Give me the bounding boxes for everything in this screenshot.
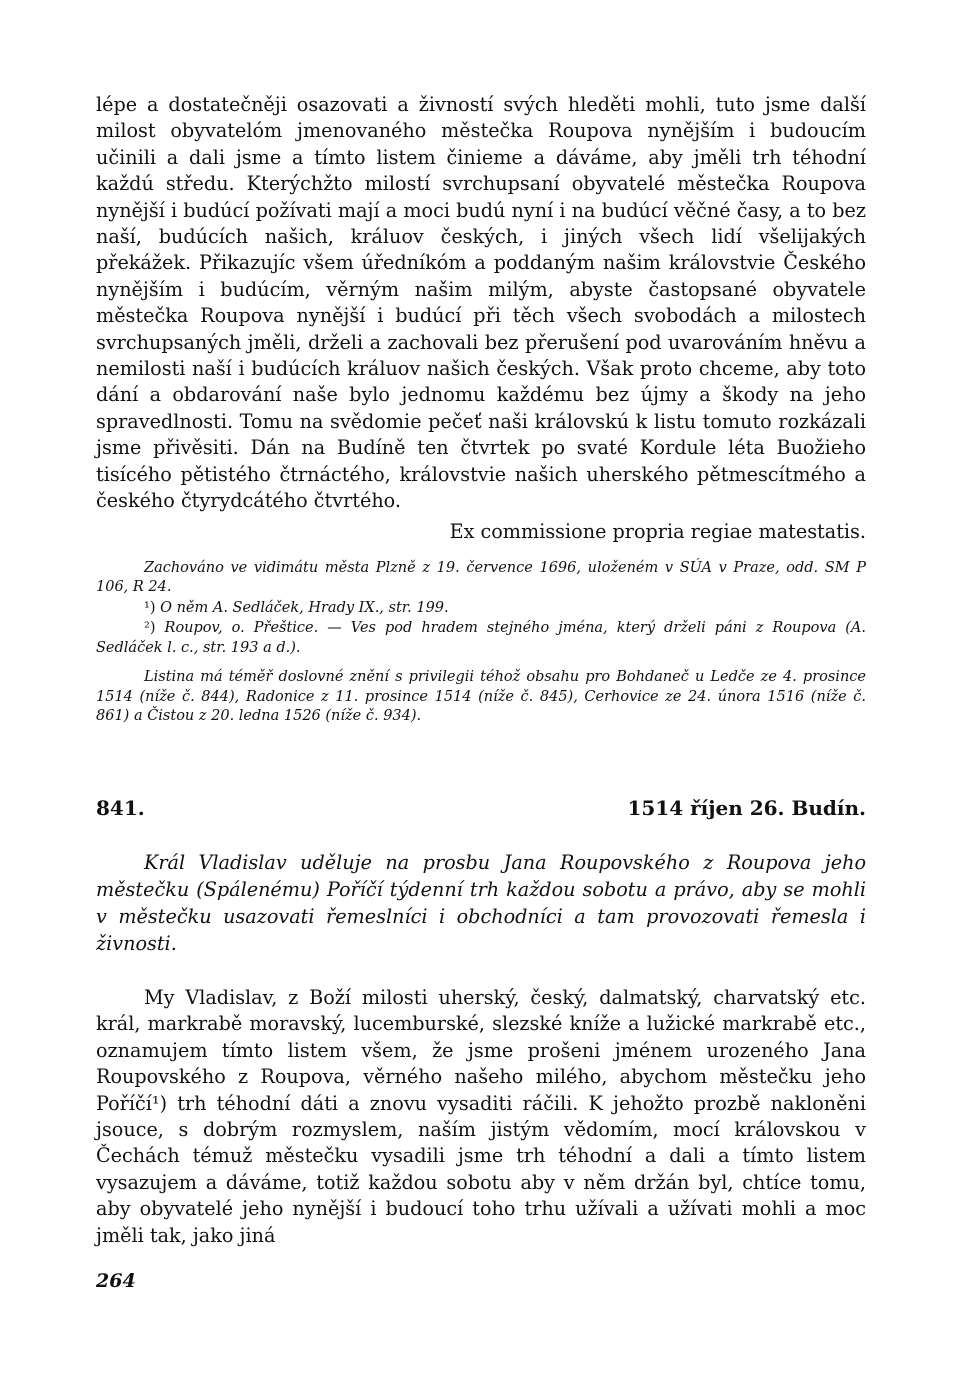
notes-section (96, 559, 866, 727)
page-number: 264 (96, 1270, 136, 1292)
source-note: Zachováno ve vidimátu města Plzně z 19. července 1696, uloženém v SÚA v Praze, odd. SM P 106, R 24. (96, 559, 866, 596)
document-page (96, 92, 866, 1249)
footnote-1 (96, 599, 866, 619)
footnote-2-marker: ²) (144, 620, 156, 637)
footnote-2 (96, 619, 866, 658)
document-header (96, 795, 866, 821)
document-date-place: 1514 říjen 26. Budín. (627, 795, 866, 820)
continuation-paragraph: lépe a dostatečněji osazovati a živností svých hleděti mohli, tuto jsme další milost obyvatelóm jmenovaného městečka Roupova nynějším i budoucím učinili a dali jsme a tímto listem činieme a dáváme, aby jměli trh téhodní každú středu. Kterýchžto milostí svrchupsaní obyvatelé městečka Roupova nynější i budúcí požívati mají a moci budú nyní i na budúcí věčné časy, a to bez naší, budúcích našich, králuov českých, i jiných všech lidí všelijakých překážek. Přikazujíc všem úředníkóm a poddaným našim královstvie Českého nynějším i budúcím, věrným našim milým, abyste častopsané obyvatele městečka Roupova nynější i budúcí při těch všech svobodách a milostech svrchupsaných jměli, drželi a zachovali bez přerušení pod uvarováním hněvu a nemilosti naší i budúcích králuov našich českých. Však proto chceme, aby toto dání a obdarování naše bylo jednomu každému bez újmy a škody na jeho spravedlnosti. Tomu na svědomie pečeť naši královskú k listu tomuto rozkázali jsme přivěsiti. Dán na Budíně ten čtvrtek po svaté Kordule léta Buožieho tisícého pětistého čtrnáctého, královstvie našich uherského pětmescítmého a českého čtyrydcátého čtvrtého. (96, 93, 866, 513)
main-text: My Vladislav, z Boží milosti uherský, český, dalmatský, charvatský etc. král, markrabě moravský, lucemburské, slezské kníže a lužické markrabě etc., oznamujem tímto listem všem, že jsme prošeni jménem urozeného Jana Roupovského z Roupova, věrného našeho milého, abychom městečku jeho Poříčí¹) trh téhodní dáti a znovu vysaditi ráčili. K jehožto prozbě nakloněni jsouce, s dobrým rozmyslem, naším jistým vědomím, mocí královskou v Čechách témuž městečku vysadili jsme trh téhodní a dali a tímto listem vysazujem a dáváme, totiž každou sobotu aby v něm držán byl, chtíce tomu, aby obyvatelé jeho nynější i budoucí toho trhu užívali a užívati mohli a moc jměli tak, jako jiná (96, 985, 866, 1247)
comparison-note: Listina má téměř doslovné znění s privilegii téhož obsahu pro Bohdaneč u Ledče ze 4. prosince 1514 (níže č. 844), Radonice z 11. prosince 1514 (níže č. 845), Cerhovice ze 24. února 1516 (níže č. 861) a Čistou z 20. ledna 1526 (níže č. 934). (96, 669, 866, 725)
footnote-2-text: Roupov, o. Přeštice. — Ves pod hradem stejného jména, který drželi páni z Roupova (A. Sedláček l. c., str. 193 a d.). (96, 620, 867, 656)
regest: Král Vladislav uděluje na prosbu Jana Roupovského z Roupova jeho městečku (Spálenému) Poříčí týdenní trh každou sobotu a právo, aby se mohli v městečku usazovati řemeslníci i obchodníci a tam provozovati řemesla i živnosti. (96, 850, 866, 955)
footnote-1-marker: ¹) (144, 599, 156, 616)
signature-line: Ex commissione propria regiae matestatis. (449, 519, 866, 543)
footnote-1-text: O něm A. Sedláček, Hrady IX., str. 199. (160, 599, 449, 616)
document-number: 841. (96, 795, 145, 820)
